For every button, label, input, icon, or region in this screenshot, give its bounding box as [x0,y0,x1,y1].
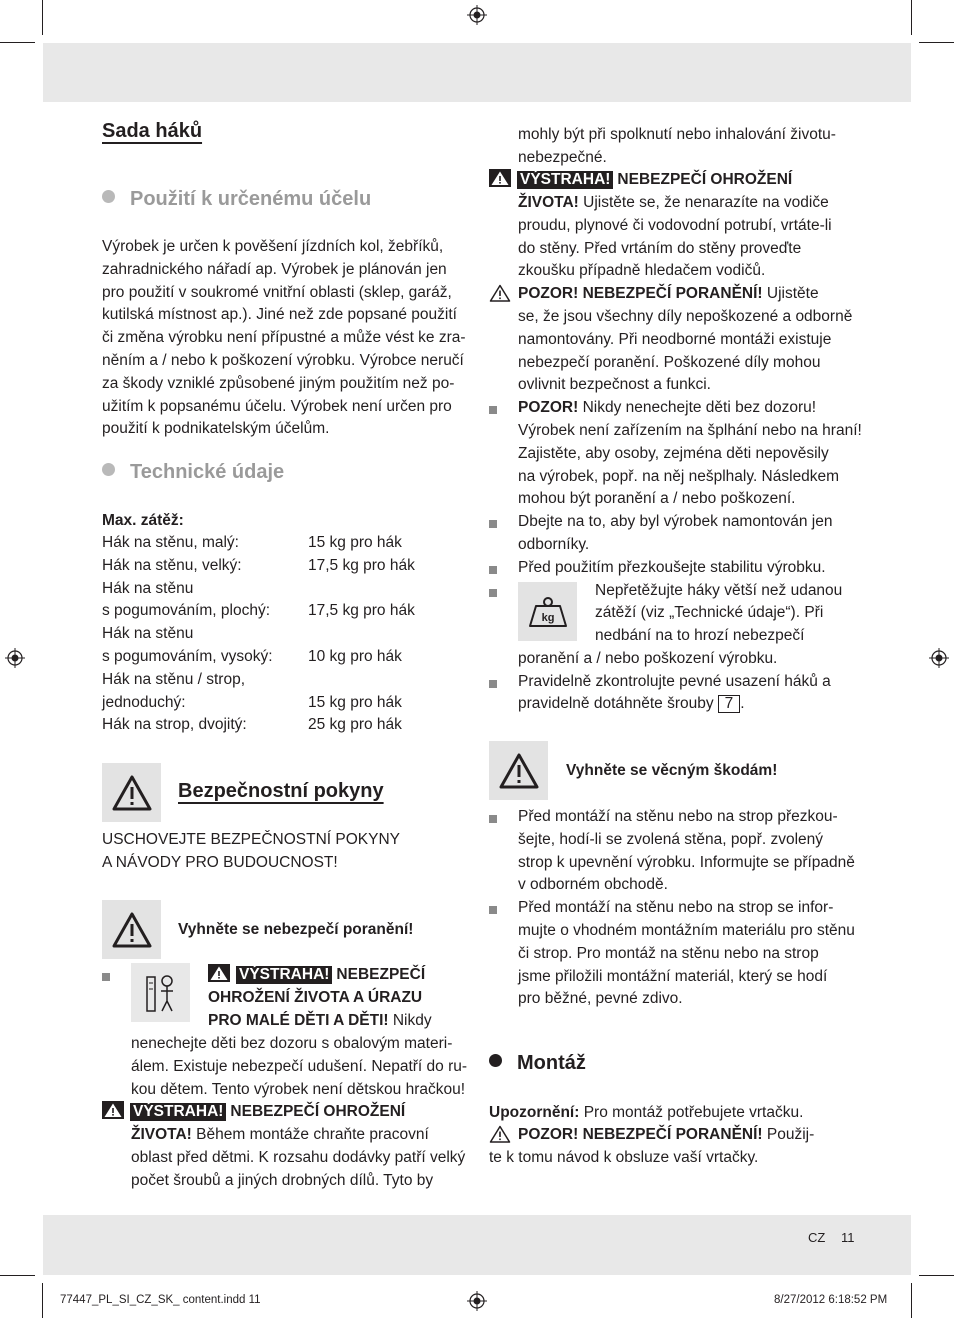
text-line: použití k podnikatelským účelům. [102,420,330,438]
crop-mark [0,42,35,43]
purpose-text [102,236,466,441]
footer-band [43,1215,911,1275]
electric-warning-line: do stěny. Před vrtáním do stěny proveďte [518,240,802,257]
list-item: Dbejte na to, aby byl výrobek namontován jen [518,513,833,530]
list-bullet [489,815,497,823]
warning-box [102,900,161,959]
registration-mark-icon [467,1291,487,1311]
life-warning-line: počet šroubů a jiných drobných dílů. Tyto by [131,1172,434,1189]
heading-dot-icon [102,463,115,476]
child-warning-line: PRO MALÉ DĚTI A DĚTI! Nikdy [208,1012,432,1029]
table-row: Hák na stěnu [102,579,194,597]
list-item-line: Zajistěte, aby osoby, zejména děti nepověsily [518,445,829,462]
section-heading-mounting: Montáž [489,1052,586,1075]
life-warning-line: VÝSTRAHA! NEBEZPEČÍ OHROŽENÍ [102,1101,405,1124]
text-line: zahradnického nářadí ap. Výrobek je plánován jen [102,260,447,278]
list-bullet [489,406,497,414]
avoid-damage-heading: Vyhněte se věcným škodám! [566,762,778,779]
child-safety-icon [141,971,181,1015]
mounting-warning-line: POZOR! NEBEZPEČÍ PORANĚNÍ! Použij- [518,1126,815,1143]
registration-mark-icon [467,5,487,25]
file-info: 77447_PL_SI_CZ_SK_ content.indd 11 [60,1294,261,1306]
text-line: či změna výrobku není přípustné a může vést ke zra- [102,329,466,347]
child-warning-line: kou dětem. Tento výrobek není dětskou hračkou! [131,1081,466,1098]
crop-mark [911,0,912,35]
language-code: CZ [808,1230,826,1245]
electric-warning-line: VÝSTRAHA! NEBEZPEČÍ OHROŽENÍ [489,169,792,192]
list-item: Nepřetěžujte háky větší než udanou [595,582,843,599]
list-bullet [102,973,110,981]
list-item-line: šejte, hodí-li se zvolená stěna, popř. zvolený [518,831,824,848]
text-line: Výrobek je určen k pověšení jízdních kol, žebříků, [102,238,444,255]
injury-warning-line: POZOR! NEBEZPEČÍ PORANĚNÍ! Ujistěte [518,285,819,302]
warning-box [102,763,161,822]
header-band [43,43,911,102]
section-heading-safety: Bezpečnostní pokyny [178,780,384,802]
list-item-line: mohou být poranění a / nebo poškození. [518,490,796,507]
caution-triangle-icon [489,1125,511,1143]
heading-dot-icon [489,1054,502,1067]
list-item-line: či strop. Pro montáž na stěnu nebo na strop [518,945,819,962]
list-item-line: na výrobek, popř. na něj nešplhaly. Následkem [518,468,840,485]
list-item-line: pravidelně dotáhněte šrouby 7 . [518,695,745,712]
table-row: s pogumováním, plochý: 17,5 kg pro hák [102,602,415,620]
list-bullet [489,520,497,528]
avoid-injury-heading: Vyhněte se nebezpečí poranění! [178,921,414,938]
text-line: za škody vzniklé způsobené jiným použitím než po- [102,374,455,392]
crop-mark [42,0,43,35]
page-number: 11 [841,1230,855,1245]
registration-mark-icon [929,648,949,668]
child-warning-line: VÝSTRAHA! NEBEZPEČÍ [208,964,425,987]
crop-mark [0,1275,35,1276]
list-item-line: poranění a / nebo poškození výrobku. [518,650,778,667]
weight-kg-icon [526,594,570,630]
warning-label: VÝSTRAHA! [236,966,332,984]
text-line: užitím k popsanému účelu. Výrobek není určen pro [102,397,452,415]
warning-box [489,741,548,800]
child-pictogram-box [131,963,190,1022]
life-warning-line: oblast před dětmi. K rozsahu dodávky patří velký [131,1149,466,1166]
table-row: Hák na strop, dvojitý: 25 kg pro hák [102,716,402,734]
list-item-line: mujte o vhodném montážním materiálu pro stěnu [518,922,855,939]
injury-warning-line: namontovány. Při neodborné montáži existuje [518,331,832,348]
table-row: Hák na stěnu, velký: 17,5 kg pro hák [102,556,415,574]
list-item-line: jsme přiložili montážní materiál, který se hodí [518,968,828,985]
table-row: jednoduchý: 15 kg pro hák [102,693,402,711]
mounting-warning-line: te k tomu návod k obsluze vaší vrtačky. [489,1149,759,1166]
registration-mark-icon [5,648,25,668]
warning-triangle-icon [489,169,511,187]
mounting-note: Upozornění: Pro montáž potřebujete vrtačku. [489,1104,804,1121]
crop-mark [919,42,954,43]
list-bullet [489,906,497,914]
list-item-line: v odborném obchodě. [518,876,668,893]
list-item: Pravidelně zkontrolujte pevné usazení háků a [518,673,831,690]
list-item: POZOR! Nikdy nenechejte děti bez dozoru! [518,399,817,416]
electric-warning-line: ŽIVOTA! Ujistěte se, že nenarazíte na vodiče [518,194,829,211]
heading-dot-icon [102,190,115,203]
injury-warning-line: se, že jsou všechny díly nepoškozené a odborně [518,308,853,325]
table-row: Hák na stěnu [102,625,194,643]
svg-text:kg: kg [541,611,554,624]
print-date: 8/27/2012 6:18:52 PM [774,1294,888,1306]
warning-label: VÝSTRAHA! [130,1103,226,1121]
crop-mark [42,1283,43,1318]
warning-triangle-icon [102,1101,124,1119]
keep-instructions-line: A NÁVODY PRO BUDOUCNOST! [102,854,338,871]
list-item: Před montáží na stěnu nebo na strop se infor- [518,899,834,916]
list-item-line: pro běžné, pevné zdivo. [518,990,683,1007]
section-heading-specs: Technické údaje [102,461,284,484]
warning-triangle-icon [498,752,540,790]
max-load-label: Max. zátěž: [102,512,184,529]
child-warning-line: álem. Existuje nebezpečí udušení. Nepatří do ru- [131,1058,468,1075]
list-item-line: nedbání na to hrozí nebezpečí [595,627,805,644]
text-line: kutilská místnost ap.). Jiné než zde popsané použití [102,306,457,324]
child-warning-line: OHROŽENÍ ŽIVOTA A ÚRAZU [208,989,423,1006]
text-line: něním a / nebo k poškození výrobku. Výrobce neručí [102,351,464,369]
injury-warning-line: ovlivnit bezpečnost a funkci. [518,376,711,393]
crop-mark [911,1283,912,1318]
crop-mark [919,1275,954,1276]
text-line: mohly být při spolknutí nebo inhalování životu- [518,126,836,143]
list-item-line: odborníky. [518,536,590,553]
electric-warning-line: zkoušku případně hledačem vodičů. [518,262,766,279]
text-line: nebezpečné. [518,149,607,166]
list-item-line: strop k upevnění výrobku. Informujte se případně [518,854,855,871]
list-item: Před montáží na stěnu nebo na strop přezkou- [518,808,838,825]
weight-pictogram-box [518,582,577,641]
table-row: Hák na stěnu, malý: 15 kg pro hák [102,534,402,551]
list-item: Před použitím přezkoušejte stabilitu výrobku. [518,559,826,576]
table-row: s pogumováním, vysoký: 10 kg pro hák [102,647,402,665]
list-item-line: zátěží (viz „Technické údaje“). Při [595,604,824,621]
caution-triangle-icon [489,284,511,302]
keep-instructions-line: USCHOVEJTE BEZPEČNOSTNÍ POKYNY [102,831,400,848]
warning-label: VÝSTRAHA! [517,171,613,189]
specs-table [102,532,432,737]
life-warning-line: ŽIVOTA! Během montáže chraňte pracovní [131,1126,429,1143]
list-bullet [489,680,497,688]
warning-triangle-icon [111,911,153,949]
injury-warning-line: nebezpečí poranění. Poškozené díly mohou [518,354,821,371]
list-item-line: Výrobek není zařízením na šplhání nebo na hraní! [518,422,862,439]
warning-triangle-icon [208,964,230,982]
text-line: pro použití v soukromé vnitřní oblasti (sklep, garáž, [102,283,452,301]
child-warning-line: nenechejte děti bez dozoru s obalovým materi- [131,1035,453,1052]
list-bullet [489,566,497,574]
warning-triangle-icon [111,774,153,812]
page-title: Sada háků [102,120,203,142]
section-heading-purpose: Použití k určenému účelu [102,188,371,211]
electric-warning-line: proudu, plynové či vodovodní potrubí, vrtáte-li [518,217,832,234]
list-bullet [489,589,497,597]
part-reference-box: 7 [718,695,741,713]
table-row: Hák na stěnu / strop, [102,670,246,688]
